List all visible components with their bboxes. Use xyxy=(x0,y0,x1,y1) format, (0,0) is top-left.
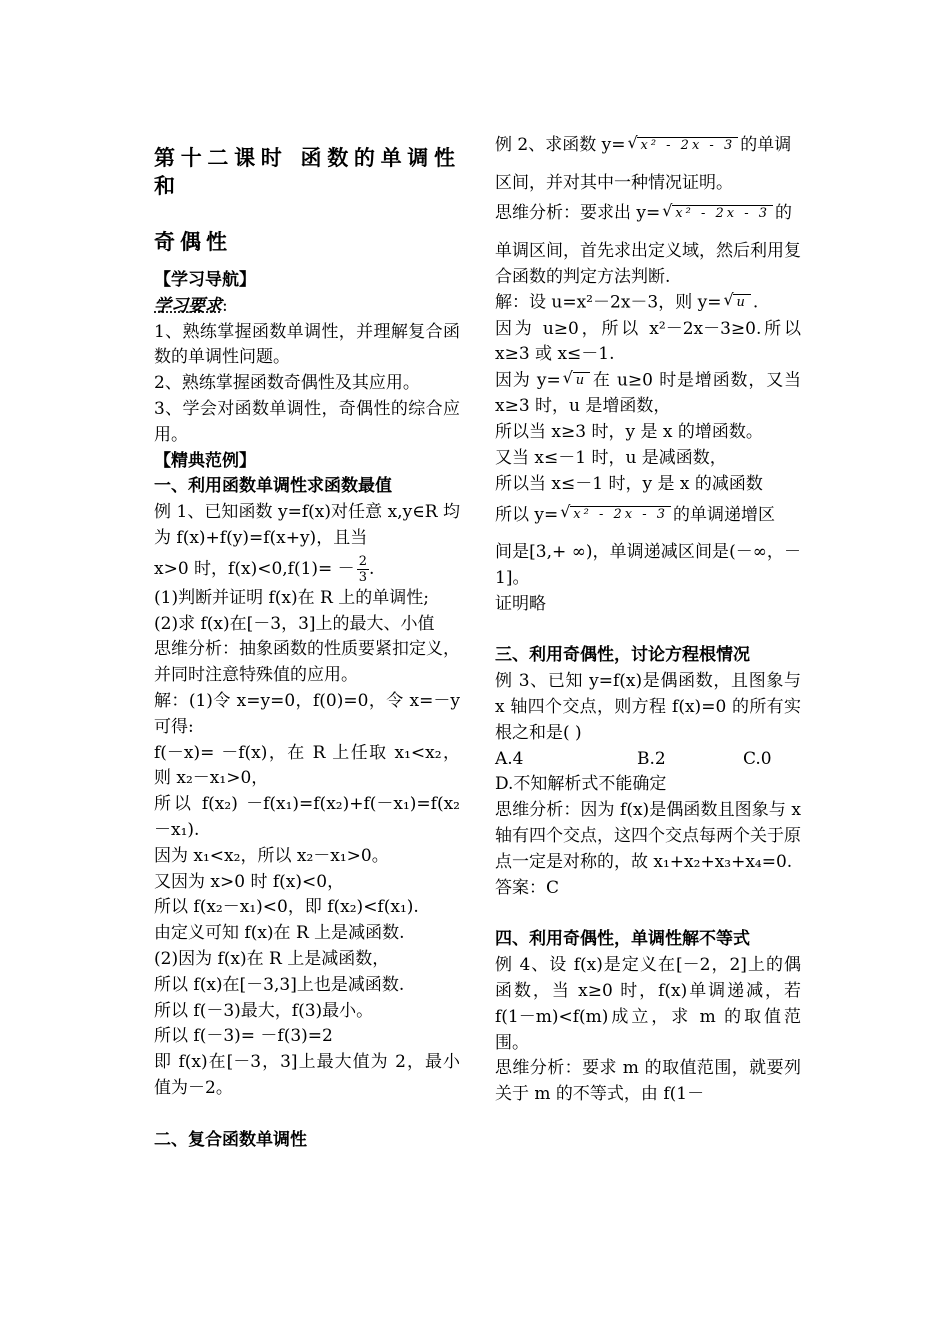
option-a: A.4 xyxy=(495,748,524,769)
option-b: B.2 xyxy=(637,748,666,769)
example-1-solution-6: 所以 f(x₂－x₁)<0，即 f(x₂)<f(x₁). xyxy=(154,897,419,918)
example-2-solution-5: 又当 x≤－1 时，u 是减函数， xyxy=(495,447,727,468)
example-1-solution-12: 即 f(x)在[－3，3]上最大值为 2，最小值为－2。 xyxy=(154,1052,460,1098)
radicand: x² - 2x - 3 xyxy=(637,137,738,153)
example-1-solution-8: (2)因为 f(x)在 R 上是减函数， xyxy=(154,948,390,969)
example-2-solution-6: 所以当 x≤－1 时，y 是 x 的减函数 xyxy=(495,473,763,494)
right-column xyxy=(495,128,801,1108)
example-1-solution-9: 所以 f(x)在[－3,3]上也是减函数. xyxy=(154,974,405,995)
radicand-u: u xyxy=(733,294,750,310)
example-3-answer: 答案：C xyxy=(495,877,560,898)
example-2-solution-3-end: 在 u≥0 时是增函数，又当 x≥3 时，u 是增函数， xyxy=(495,370,801,417)
example-4-analysis: 思维分析：要求 m 的取值范围，就要列关于 m 的不等式，由 f(1－ xyxy=(495,1058,801,1105)
example-1-question-2: (2)求 f(x)在[－3，3]上的最大、小值 xyxy=(154,613,435,634)
option-d: D.不知解析式不能确定 xyxy=(495,774,667,795)
sqrt-expression: √ x² - 2x - 3 xyxy=(662,197,773,231)
option-c: C.0 xyxy=(743,748,772,769)
example-4-statement: 例 4、设 f(x)是定义在[－2，2]上的偶函数，当 x≥0 时，f(x)单调递减，若 f(1－m)<f(m)成立，求 m 的取值范围。 xyxy=(495,955,801,1053)
section-header-examples: 【精典范例】 xyxy=(154,450,256,471)
radicand: x² - 2x - 3 xyxy=(672,205,773,221)
example-2-solution-1-text: 解：设 u=x²－2x－3，则 y= xyxy=(495,292,722,313)
learn-req-line xyxy=(154,294,460,320)
example-1-solution-3: 所以 f(x₂) －f(x₁)=f(x₂)+f(－x₁)=f(x₂－x₁). xyxy=(154,794,460,840)
section-1-heading: 一、利用函数单调性求函数最值 xyxy=(154,476,392,497)
example-2-text: 例 2、求函数 y= xyxy=(495,135,626,155)
fraction-denominator: 3 xyxy=(358,569,367,585)
section-header-nav: 【学习导航】 xyxy=(154,270,256,290)
sqrt-u: √ u xyxy=(723,290,750,316)
example-1-solution-5: 又因为 x>0 时 f(x)<0， xyxy=(154,871,345,892)
example-1-solution-7: 由定义可知 f(x)在 R 上是减函数. xyxy=(154,923,405,944)
example-1-condition-end: . xyxy=(368,558,375,579)
example-2-text-end: 的单调 xyxy=(740,135,792,155)
section-2-heading: 二、复合函数单调性 xyxy=(154,1129,307,1150)
req-item-2: 2、熟练掌握函数奇偶性及其应用。 xyxy=(154,373,420,394)
example-2-solution-1 xyxy=(495,290,801,316)
example-2-solution-1-end: . xyxy=(752,292,759,313)
example-1-solution-4: 因为 x₁<x₂，所以 x₂－x₁>0。 xyxy=(154,845,389,866)
example-1-solution-1: 解：(1)令 x=y=0，f(0)=0，令 x=－y 可得: xyxy=(154,690,460,737)
page-title: 第十二课时 函数的单调性和 xyxy=(154,146,460,198)
example-2-analysis-end: 的 xyxy=(775,203,792,224)
example-2-proof-omitted: 证明略 xyxy=(495,593,546,614)
example-1-solution-11: 所以 f(－3)= －f(3)=2 xyxy=(154,1026,333,1047)
example-2-statement-cont: 区间，并对其中一种情况证明。 xyxy=(495,172,733,193)
example-2-statement xyxy=(495,128,801,163)
example-1-analysis: 思维分析：抽象函数的性质要紧扣定义，并同时注意特殊值的应用。 xyxy=(154,639,460,686)
example-2-solution-8: 间是[3,+ ∞)，单调递减区间是(－∞，－1]。 xyxy=(495,542,801,588)
example-2-solution-7-end: 的单调递增区 xyxy=(673,504,775,525)
sqrt-expression: √ x² - 2x - 3 xyxy=(560,498,671,532)
example-2-solution-4: 所以当 x≥3 时，y 是 x 的增函数。 xyxy=(495,422,763,443)
example-2-solution-7 xyxy=(495,498,801,533)
example-1-solution-2: f(－x)= －f(x)，在 R 上任取 x₁<x₂，则 x₂－x₁>0， xyxy=(154,742,460,789)
section-4-heading: 四、利用奇偶性，单调性解不等式 xyxy=(495,929,750,950)
fraction-numerator: 2 xyxy=(358,553,367,569)
example-3-statement: 例 3、已知 y=f(x)是偶函数，且图象与 x 轴四个交点，则方程 f(x)=0 的所有实根之和是( ) xyxy=(495,671,801,743)
example-3-options xyxy=(495,747,801,773)
sqrt-expression: √ x² - 2x - 3 xyxy=(627,129,738,163)
learn-req-colon: : xyxy=(222,295,228,316)
sqrt-u: √ u xyxy=(563,368,590,394)
example-1-solution-10: 所以 f(－3)最大，f(3)最小。 xyxy=(154,1000,374,1021)
req-item-3: 3、学会对函数单调性，奇偶性的综合应用。 xyxy=(154,398,460,445)
example-2-solution-3-text: 因为 y= xyxy=(495,370,561,391)
fraction xyxy=(357,554,369,585)
page-title-cont: 奇偶性 xyxy=(154,230,232,254)
example-2-analysis-cont: 单调区间，首先求出定义域，然后利用复合函数的判定方法判断. xyxy=(495,240,801,287)
req-item-1: 1、熟练掌握函数单调性，并理解复合函数的单调性问题。 xyxy=(154,321,460,368)
example-1-condition xyxy=(154,552,460,586)
example-1-question-1: (1)判断并证明 f(x)在 R 上的单调性; xyxy=(154,587,429,608)
learn-req-label: 学习要求 xyxy=(154,295,222,316)
radicand-u: u xyxy=(573,372,590,388)
example-2-analysis xyxy=(495,196,801,231)
example-2-solution-3 xyxy=(495,368,801,420)
example-2-analysis-text: 思维分析：要求出 y= xyxy=(495,203,661,224)
example-3-analysis: 思维分析：因为 f(x)是偶函数且图象与 x 轴有四个交点，这四个交点每两个关于原点一定是对称的，故 x₁+x₂+x₃+x₄=0. xyxy=(495,800,801,872)
example-1-condition-text: x>0 时，f(x)<0,f(1)= － xyxy=(154,558,355,579)
example-1-statement: 例 1、已知函数 y=f(x)对任意 x,y∈R 均为 f(x)+f(y)=f(x+y)，且当 xyxy=(154,502,460,548)
section-3-heading: 三、利用奇偶性，讨论方程根情况 xyxy=(495,645,750,666)
radicand: x² - 2x - 3 xyxy=(570,506,671,522)
example-2-solution-2: 因为 u≥0，所以 x²－2x－3≥0.所以 x≥3 或 x≤－1. xyxy=(495,318,801,365)
left-column xyxy=(154,124,460,1154)
example-2-solution-7-text: 所以 y= xyxy=(495,504,559,525)
